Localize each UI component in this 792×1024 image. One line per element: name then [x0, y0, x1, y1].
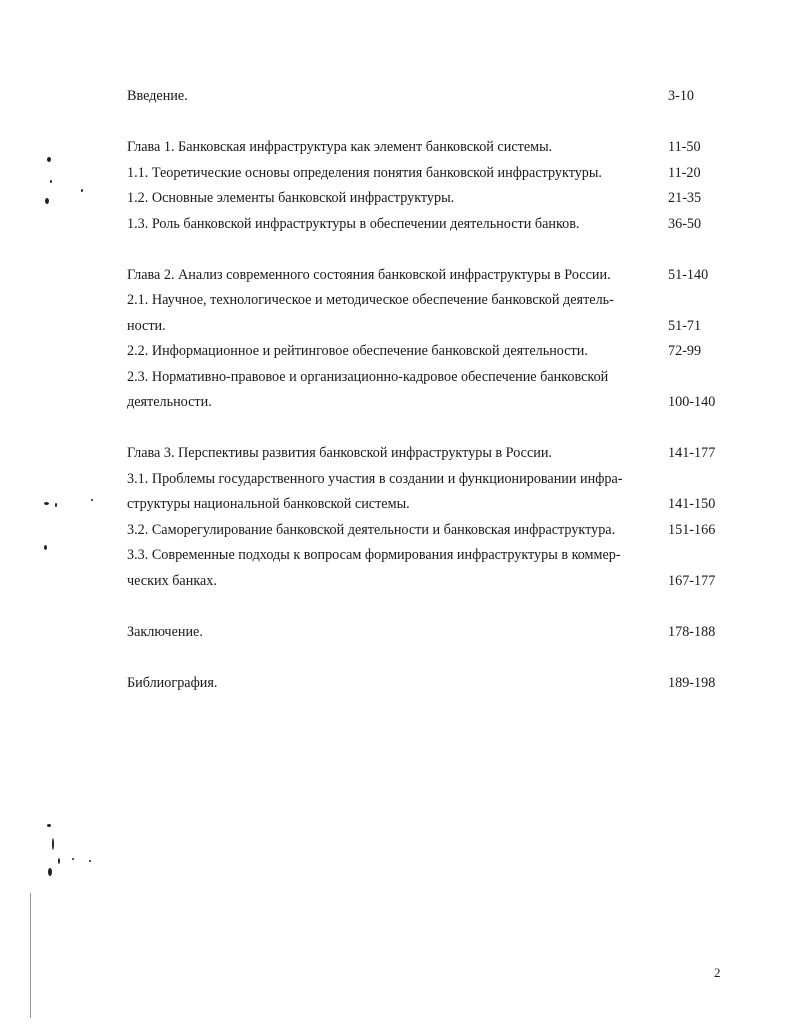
toc-entry-pages: 189-198 — [668, 674, 716, 691]
toc-entry-pages: 178-188 — [668, 623, 716, 640]
toc-entry-pages: 167-177 — [668, 572, 716, 589]
toc-entry-title-continued: ности. — [127, 317, 166, 334]
toc-entry-title-continued: ческих банках. — [127, 572, 217, 589]
scan-speck — [47, 824, 51, 827]
toc-entry-pages: 21-35 — [668, 190, 702, 206]
scan-edge-line — [30, 893, 31, 1018]
toc-entry-pages: 72-99 — [668, 343, 702, 359]
scan-speck — [44, 545, 47, 550]
toc-section-3-3-line1 — [127, 543, 727, 569]
toc-entry-title: Глава 2. Анализ современного состояния банковской инфраструктуры в России. — [127, 266, 611, 283]
toc-entry-title: Заключение. — [127, 623, 203, 640]
toc-entry-title: Глава 3. Перспективы развития банковской инфраструктуры в России. — [127, 445, 552, 461]
toc-chapter-2 — [127, 263, 727, 289]
toc-section-3-3-line2 — [127, 569, 727, 595]
toc-entry-pages: 3-10 — [668, 88, 695, 104]
scan-speck — [52, 838, 54, 850]
toc-chapter-1 — [127, 135, 727, 161]
toc-entry-pages: 11-50 — [668, 139, 701, 155]
toc-entry-title: 1.2. Основные элементы банковской инфраструктуры. — [127, 190, 455, 206]
toc-section-1-1 — [127, 161, 727, 187]
toc-entry-title: Введение. — [127, 88, 188, 104]
page-number: 2 — [714, 965, 721, 980]
toc-entry-title: 3.1. Проблемы государственного участия в создании и функционировании инфра- — [127, 470, 623, 487]
toc-entry-title: Глава 1. Банковская инфраструктура как элемент банковской системы. — [127, 139, 553, 155]
scan-speck — [58, 858, 60, 864]
scan-speck — [44, 502, 49, 505]
toc-section-3-1-line1 — [127, 467, 727, 493]
toc-section-1-3 — [127, 212, 727, 238]
toc-section-2-2 — [127, 339, 727, 365]
scan-speck — [50, 180, 52, 183]
scan-speck — [45, 198, 49, 204]
toc-entry-title: 2.1. Научное, технологическое и методическое обеспечение банковской деятель- — [127, 292, 614, 308]
toc-section-3-2 — [127, 518, 727, 544]
toc-entry-pages: 141-177 — [668, 445, 716, 461]
toc-section-2-3-line1 — [127, 365, 727, 391]
toc-section-2-1-line1 — [127, 288, 727, 314]
toc-chapter-3 — [127, 441, 727, 467]
table-of-contents — [127, 84, 727, 696]
scan-speck — [55, 503, 57, 507]
toc-entry-pages: 51-140 — [668, 266, 709, 283]
toc-entry-intro — [127, 84, 727, 110]
toc-section-3-1-line2 — [127, 492, 727, 518]
toc-entry-pages: 36-50 — [668, 215, 702, 232]
toc-entry-pages: 141-150 — [668, 496, 716, 512]
toc-entry-conclusion — [127, 620, 727, 646]
toc-entry-bibliography — [127, 671, 727, 697]
scan-speck — [89, 860, 91, 862]
scan-speck — [91, 499, 93, 501]
toc-section-1-2 — [127, 186, 727, 212]
toc-entry-title: Библиография. — [127, 674, 218, 691]
scan-speck — [72, 858, 74, 860]
scan-speck — [47, 157, 51, 162]
scan-speck — [81, 189, 83, 192]
toc-entry-title: 3.2. Саморегулирование банковской деятельности и банковская инфраструктура. — [127, 521, 616, 538]
toc-entry-title-continued: структуры национальной банковской системы. — [127, 496, 410, 512]
toc-entry-title: 1.3. Роль банковской инфраструктуры в обеспечении деятельности банков. — [127, 215, 580, 232]
toc-entry-pages: 151-166 — [668, 521, 716, 538]
toc-entry-title: 3.3. Современные подходы к вопросам формирования инфраструктуры в коммер- — [127, 547, 621, 563]
toc-entry-pages: 11-20 — [668, 164, 701, 181]
toc-section-2-3-line2 — [127, 390, 727, 416]
toc-section-2-1-line2 — [127, 314, 727, 340]
toc-entry-title: 2.3. Нормативно-правовое и организационно-кадровое обеспечение банковской — [127, 368, 609, 385]
scan-speck — [48, 868, 52, 876]
toc-entry-title: 1.1. Теоретические основы определения понятия банковской инфраструктуры. — [127, 164, 602, 181]
toc-entry-title: 2.2. Информационное и рейтинговое обеспечение банковской деятельности. — [127, 343, 588, 359]
toc-entry-pages: 100-140 — [668, 394, 716, 410]
toc-entry-title-continued: деятельности. — [127, 394, 212, 410]
toc-entry-pages: 51-71 — [668, 317, 702, 334]
